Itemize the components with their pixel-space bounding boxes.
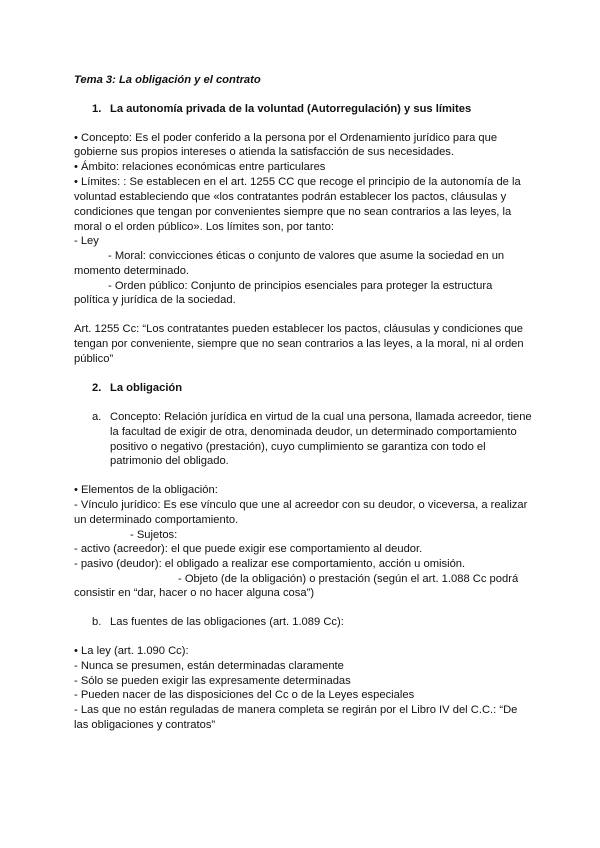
concept-line-2: gobierne sus propios intereses o atienda la satisfacción de sus necesidades. <box>74 146 454 158</box>
law-item-4-line-1: - Las que no están reguladas de manera completa se regirán por el Libro IV del C.C.: “De <box>74 704 518 716</box>
law-item-4-line-2: las obligaciones y contratos” <box>74 719 216 731</box>
article-quote-line-2: tengan por conveniente, siempre que no sean contrarios a las leyes, a la moral, ni al orden <box>74 338 524 350</box>
section-1-number: 1. <box>92 103 102 115</box>
limit-public-order-line-1: - Orden público: Conjunto de principios esenciales para proteger la estructura <box>108 280 493 292</box>
limit-moral-line-1: - Moral: convicciones éticas o conjunto de valores que asume la sociedad en un <box>108 250 505 262</box>
item-b-text: Las fuentes de las obligaciones (art. 1.089 Cc): <box>110 616 344 628</box>
law-item-3: - Pueden nacer de las disposiciones del Cc o de la Leyes especiales <box>74 689 415 701</box>
section-1-heading: La autonomía privada de la voluntad (Autorregulación) y sus límites <box>110 103 472 115</box>
legal-bond-line-2: un determinado comportamiento. <box>74 514 239 526</box>
limits-line-2: voluntad estableciendo que «los contratantes podrán establecer los pactos, cláusulas y <box>74 191 507 203</box>
passive-subject-line: - pasivo (deudor): el obligado a realizar ese comportamiento, acción u omisión. <box>74 558 466 570</box>
limit-moral-line-2: momento determinado. <box>74 265 190 277</box>
limit-public-order-line-2: política y jurídica de la sociedad. <box>74 294 236 306</box>
article-quote-line-3: público” <box>74 353 114 365</box>
section-2-heading: La obligación <box>110 382 183 394</box>
subjects-line: - Sujetos: <box>130 529 178 541</box>
law-item-1: - Nunca se presumen, están determinadas claramente <box>74 660 344 672</box>
object-line-1: - Objeto (de la obligación) o prestación (según el art. 1.088 Cc podrá <box>178 573 519 585</box>
concept-line-1: • Concepto: Es el poder conferido a la persona por el Ordenamiento jurídico para que <box>74 132 498 144</box>
legal-bond-line-1: - Vínculo jurídico: Es ese vínculo que une al acreedor con su deudor, o viceversa, a realizar <box>74 499 528 511</box>
limits-line-4: moral o el orden público». Los límites son, por tanto: <box>74 221 334 233</box>
article-quote-line-1: Art. 1255 Cc: “Los contratantes pueden establecer los pactos, cláusulas y condiciones que <box>74 323 524 335</box>
item-a-marker: a. <box>92 411 102 423</box>
elements-heading: • Elementos de la obligación: <box>74 484 218 496</box>
item-a-line-4: patrimonio del obligado. <box>110 455 229 467</box>
limits-line-3: condiciones que tengan por convenientes siempre que no sean contrarios a las leyes, la <box>74 206 512 218</box>
item-a-line-1: Concepto: Relación jurídica en virtud de la cual una persona, llamada acreedor, tiene <box>110 411 532 423</box>
document-title: Tema 3: La obligación y el contrato <box>74 74 261 86</box>
item-a-line-3: positivo o negativo (prestación), cuyo cumplimiento se garantiza con todo el <box>110 441 486 453</box>
limit-law: - Ley <box>74 235 99 247</box>
law-heading: • La ley (art. 1.090 Cc): <box>74 645 189 657</box>
item-b-marker: b. <box>92 616 102 628</box>
item-a-line-2: la facultad de exigir de otra, denominada deudor, un determinado comportamiento <box>110 426 517 438</box>
scope-line: • Ámbito: relaciones económicas entre particulares <box>74 161 326 173</box>
limits-line-1: • Límites: : Se establecen en el art. 1255 CC que recoge el principio de la autonomía de la <box>74 176 521 188</box>
object-line-2: consistir en “dar, hacer o no hacer alguna cosa”) <box>74 587 315 599</box>
section-2-number: 2. <box>92 382 102 394</box>
active-subject-line: - activo (acreedor): el que puede exigir ese comportamiento al deudor. <box>74 543 423 555</box>
law-item-2: - Sólo se pueden exigir las expresamente determinadas <box>74 675 351 687</box>
